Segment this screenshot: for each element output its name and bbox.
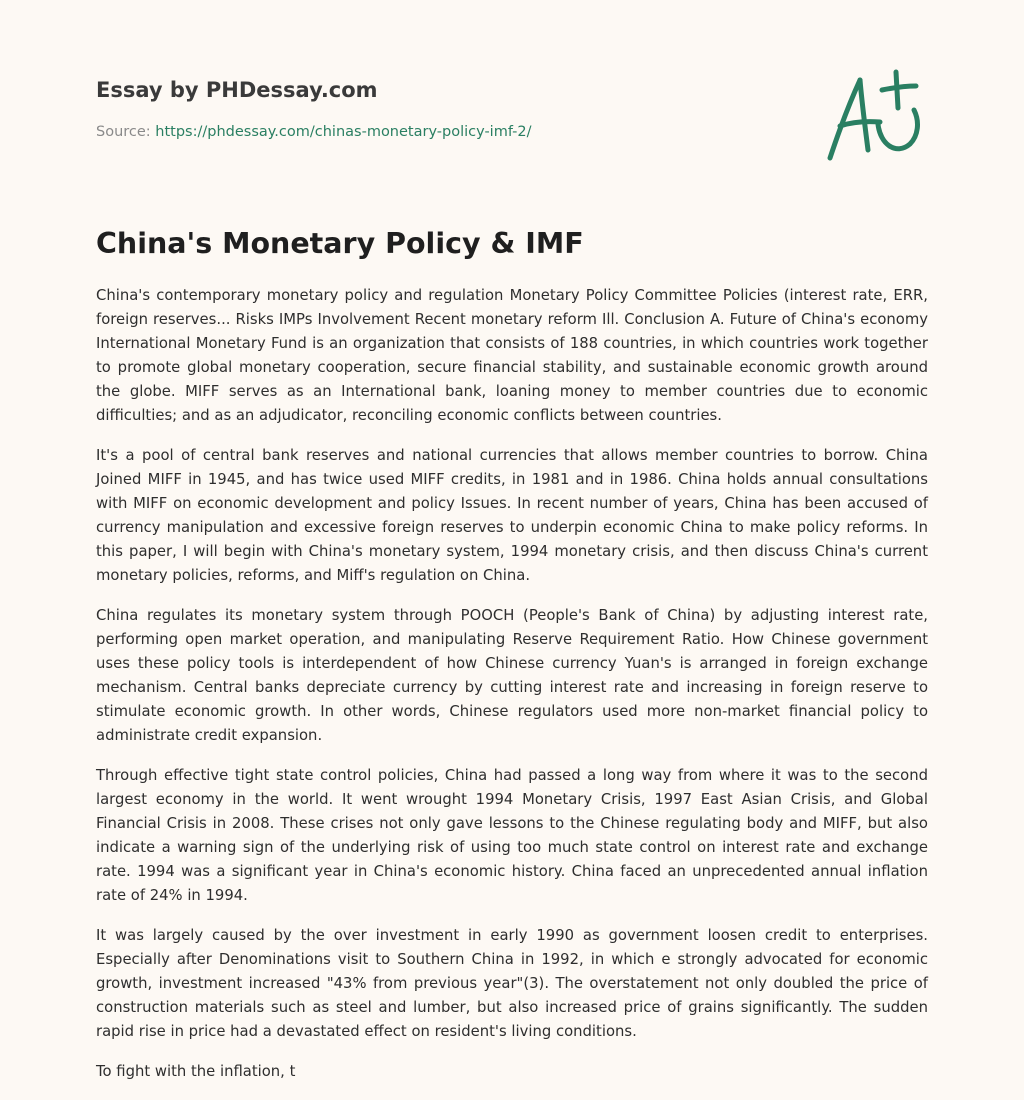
paragraph: China regulates its monetary system through POOCH (People's Bank of China) by adjusting interest rate, performing open market operation, and manipulating Reserve Requirement Ratio. How Chinese government uses these policy tools is interdependent of how Chinese currency Yuan's is arranged in foreign exchange mechanism. Central banks depreciate currency by cutting interest rate and increasing in foreign reserve to stimulate economic growth. In other words, Chinese regulators used more non-market financial policy to administrate credit expansion. [96, 607, 928, 744]
paragraph: Through effective tight state control policies, China had passed a long way from where it was to the second largest economy in the world. It went wrought 1994 Monetary Crisis, 1997 East Asian Crisis, and Global Financial Crisis in 2008. These crises not only gave lessons to the Chinese regulating body and MIFF, but also indicate a warning sign of the underlying risk of using too much state control on interest rate and exchange rate. 1994 was a significant year in China's economic history. China faced an unprecedented annual inflation rate of 24% in 1994. [96, 767, 928, 904]
paragraph: To fight with the inflation, t [96, 1063, 296, 1080]
source-label: Source: [96, 124, 151, 140]
paragraph: It's a pool of central bank reserves and national currencies that allows member countries to borrow. China Joined MIFF in 1945, and has twice used MIFF credits, in 1981 and in 1986. China holds annual consultations with MIFF on economic development and policy Issues. In recent number of years, China has been accused of currency manipulation and excessive foreign reserves to underpin economic China to make policy reforms. In this paper, I will begin with China's monetary system, 1994 monetary crisis, and then discuss China's current monetary policies, reforms, and Miff's regulation on China. [96, 447, 928, 584]
source-link[interactable]: https://phdessay.com/chinas-monetary-policy-imf-2/ [155, 124, 532, 140]
a-plus-logo [818, 64, 928, 168]
article-title: China's Monetary Policy & IMF [96, 227, 584, 260]
site-brand: Essay by PHDessay.com [96, 78, 378, 102]
source-line [96, 122, 928, 142]
article-body [96, 284, 928, 1100]
page-header [96, 72, 928, 142]
paragraph: China's contemporary monetary policy and regulation Monetary Policy Committee Policies (interest rate, ERR, foreign reserves... Risks IMPs Involvement Recent monetary reform Ill. Conclusion A. Future of China's economy International Monetary Fund is an organization that consists of 188 countries, in which countries work together to promote global monetary cooperation, secure financial stability, and sustainable economic growth around the globe. MIFF serves as an International bank, loaning money to member countries due to economic difficulties; and as an adjudicator, reconciling economic conflicts between countries. [96, 287, 928, 424]
paragraph: It was largely caused by the over investment in early 1990 as government loosen credit to enterprises. Especially after Denominations visit to Southern China in 1992, in which e strongly advocated for economic growth, investment increased "43% from previous year"(3). The overstatement not only doubled the price of construction materials such as steel and lumber, but also increased price of grains significantly. The sudden rapid rise in price had a devastated effect on resident's living conditions. [96, 927, 928, 1040]
